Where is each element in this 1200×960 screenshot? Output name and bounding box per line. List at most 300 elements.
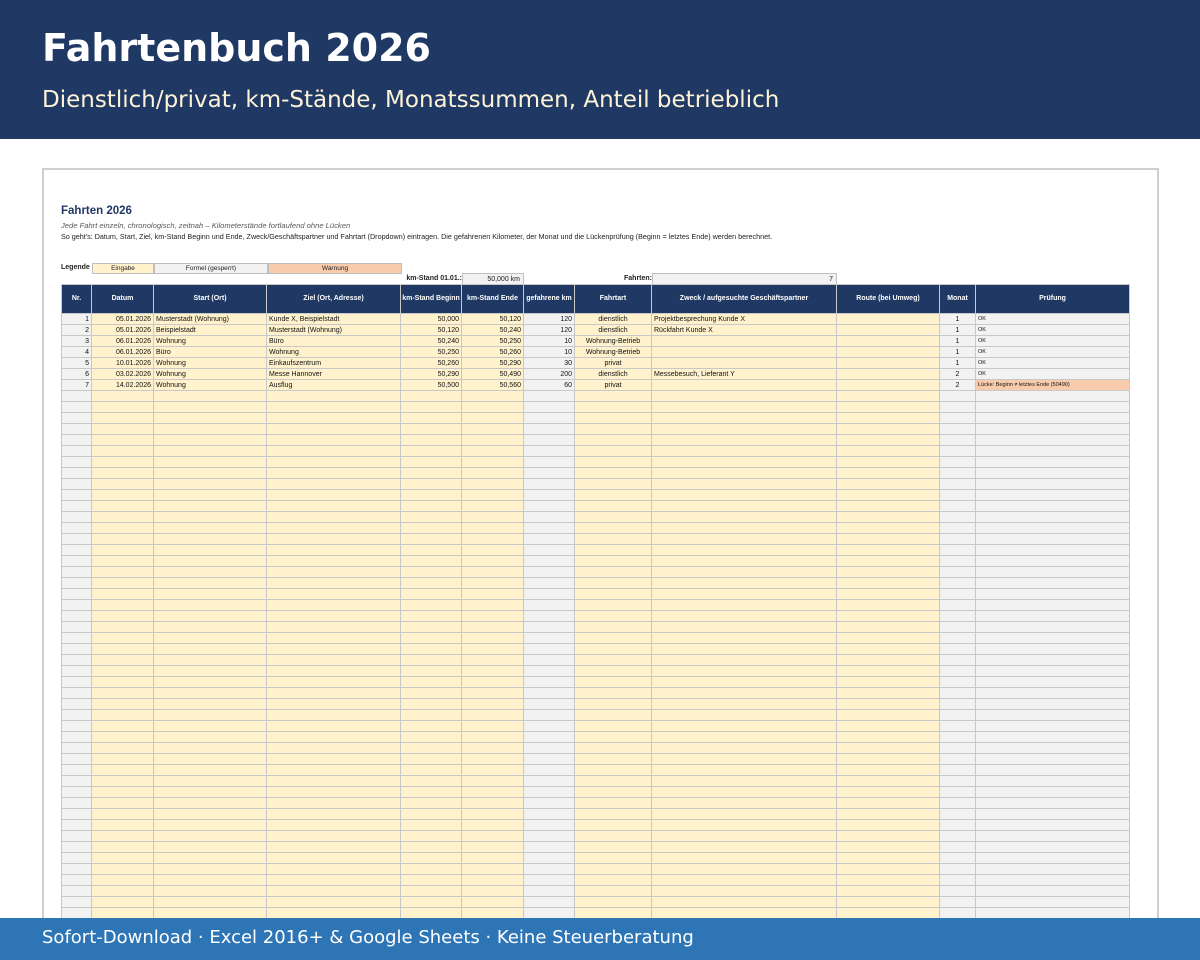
km-start-value[interactable]: 50,000 km — [462, 273, 524, 285]
cell-route[interactable] — [837, 446, 940, 457]
cell-km-beginn[interactable] — [401, 413, 462, 424]
cell-km-beginn[interactable] — [401, 765, 462, 776]
cell-route[interactable] — [837, 787, 940, 798]
cell-zweck[interactable] — [652, 556, 837, 567]
cell-km-beginn[interactable] — [401, 567, 462, 578]
cell-datum[interactable] — [92, 897, 154, 908]
cell-km-beginn[interactable] — [401, 864, 462, 875]
cell-start[interactable] — [154, 633, 267, 644]
cell-fahrtart[interactable] — [575, 655, 652, 666]
cell-datum[interactable] — [92, 600, 154, 611]
cell-km-beginn[interactable] — [401, 490, 462, 501]
cell-route[interactable] — [837, 600, 940, 611]
cell-km-beginn[interactable]: 50,120 — [401, 325, 462, 336]
cell-fahrtart[interactable] — [575, 523, 652, 534]
cell-fahrtart[interactable] — [575, 622, 652, 633]
cell-datum[interactable] — [92, 699, 154, 710]
cell-ziel[interactable] — [267, 688, 401, 699]
cell-fahrtart[interactable] — [575, 545, 652, 556]
cell-start[interactable] — [154, 765, 267, 776]
cell-zweck[interactable] — [652, 743, 837, 754]
cell-start[interactable] — [154, 798, 267, 809]
cell-fahrtart[interactable] — [575, 820, 652, 831]
cell-fahrtart[interactable]: dienstlich — [575, 369, 652, 380]
cell-datum[interactable]: 03.02.2026 — [92, 369, 154, 380]
cell-zweck[interactable] — [652, 468, 837, 479]
cell-datum[interactable] — [92, 809, 154, 820]
cell-datum[interactable] — [92, 424, 154, 435]
cell-datum[interactable] — [92, 545, 154, 556]
cell-zweck[interactable] — [652, 413, 837, 424]
cell-fahrtart[interactable] — [575, 435, 652, 446]
cell-fahrtart[interactable] — [575, 490, 652, 501]
cell-fahrtart[interactable]: privat — [575, 380, 652, 391]
cell-zweck[interactable] — [652, 424, 837, 435]
cell-ziel[interactable] — [267, 611, 401, 622]
cell-ziel[interactable]: Ausflug — [267, 380, 401, 391]
cell-fahrtart[interactable] — [575, 776, 652, 787]
cell-ziel[interactable] — [267, 743, 401, 754]
cell-route[interactable] — [837, 611, 940, 622]
cell-fahrtart[interactable] — [575, 534, 652, 545]
cell-start[interactable] — [154, 776, 267, 787]
cell-zweck[interactable] — [652, 457, 837, 468]
cell-fahrtart[interactable] — [575, 633, 652, 644]
cell-km-beginn[interactable] — [401, 908, 462, 919]
cell-ziel[interactable] — [267, 677, 401, 688]
cell-ziel[interactable] — [267, 831, 401, 842]
cell-start[interactable] — [154, 853, 267, 864]
cell-fahrtart[interactable] — [575, 809, 652, 820]
cell-km-beginn[interactable] — [401, 798, 462, 809]
cell-ziel[interactable] — [267, 578, 401, 589]
cell-fahrtart[interactable] — [575, 644, 652, 655]
cell-fahrtart[interactable] — [575, 402, 652, 413]
cell-zweck[interactable] — [652, 347, 837, 358]
cell-zweck[interactable] — [652, 809, 837, 820]
cell-route[interactable] — [837, 875, 940, 886]
cell-datum[interactable] — [92, 468, 154, 479]
cell-zweck[interactable] — [652, 875, 837, 886]
cell-datum[interactable] — [92, 446, 154, 457]
cell-fahrtart[interactable]: Wohnung-Betrieb — [575, 347, 652, 358]
cell-datum[interactable] — [92, 864, 154, 875]
cell-km-ende[interactable] — [462, 831, 524, 842]
cell-datum[interactable] — [92, 732, 154, 743]
cell-km-ende[interactable] — [462, 600, 524, 611]
cell-fahrtart[interactable] — [575, 908, 652, 919]
cell-km-beginn[interactable] — [401, 611, 462, 622]
cell-zweck[interactable] — [652, 512, 837, 523]
cell-datum[interactable] — [92, 798, 154, 809]
cell-km-beginn[interactable] — [401, 391, 462, 402]
cell-start[interactable] — [154, 413, 267, 424]
cell-start[interactable] — [154, 743, 267, 754]
cell-datum[interactable] — [92, 457, 154, 468]
cell-route[interactable] — [837, 776, 940, 787]
cell-km-beginn[interactable] — [401, 402, 462, 413]
cell-datum[interactable] — [92, 721, 154, 732]
cell-fahrtart[interactable] — [575, 589, 652, 600]
cell-datum[interactable] — [92, 886, 154, 897]
cell-ziel[interactable] — [267, 655, 401, 666]
cell-km-ende[interactable] — [462, 699, 524, 710]
cell-start[interactable] — [154, 820, 267, 831]
cell-ziel[interactable] — [267, 721, 401, 732]
cell-km-beginn[interactable] — [401, 512, 462, 523]
cell-start[interactable] — [154, 600, 267, 611]
cell-km-ende[interactable] — [462, 842, 524, 853]
cell-km-beginn[interactable] — [401, 677, 462, 688]
cell-km-ende[interactable] — [462, 446, 524, 457]
cell-ziel[interactable]: Kunde X, Beispielstadt — [267, 314, 401, 325]
cell-zweck[interactable] — [652, 754, 837, 765]
cell-km-beginn[interactable] — [401, 446, 462, 457]
cell-km-ende[interactable] — [462, 567, 524, 578]
cell-datum[interactable] — [92, 842, 154, 853]
cell-zweck[interactable] — [652, 622, 837, 633]
cell-route[interactable] — [837, 325, 940, 336]
cell-ziel[interactable] — [267, 501, 401, 512]
cell-km-ende[interactable] — [462, 776, 524, 787]
cell-route[interactable] — [837, 699, 940, 710]
cell-datum[interactable] — [92, 776, 154, 787]
cell-km-ende[interactable] — [462, 853, 524, 864]
cell-zweck[interactable] — [652, 534, 837, 545]
cell-km-ende[interactable] — [462, 875, 524, 886]
cell-datum[interactable] — [92, 831, 154, 842]
cell-ziel[interactable] — [267, 391, 401, 402]
cell-datum[interactable] — [92, 710, 154, 721]
cell-fahrtart[interactable] — [575, 479, 652, 490]
cell-route[interactable] — [837, 831, 940, 842]
cell-datum[interactable] — [92, 556, 154, 567]
cell-zweck[interactable]: Projektbesprechung Kunde X — [652, 314, 837, 325]
cell-start[interactable] — [154, 732, 267, 743]
cell-ziel[interactable]: Musterstadt (Wohnung) — [267, 325, 401, 336]
cell-km-beginn[interactable]: 50,240 — [401, 336, 462, 347]
cell-zweck[interactable] — [652, 479, 837, 490]
cell-km-ende[interactable] — [462, 732, 524, 743]
cell-route[interactable] — [837, 732, 940, 743]
cell-zweck[interactable] — [652, 831, 837, 842]
cell-datum[interactable] — [92, 589, 154, 600]
cell-km-ende[interactable] — [462, 479, 524, 490]
cell-zweck[interactable] — [652, 523, 837, 534]
cell-fahrtart[interactable] — [575, 886, 652, 897]
cell-fahrtart[interactable] — [575, 831, 652, 842]
cell-km-beginn[interactable]: 50,500 — [401, 380, 462, 391]
cell-route[interactable] — [837, 908, 940, 919]
cell-start[interactable]: Wohnung — [154, 369, 267, 380]
cell-route[interactable] — [837, 457, 940, 468]
cell-route[interactable] — [837, 622, 940, 633]
cell-km-ende[interactable] — [462, 721, 524, 732]
cell-ziel[interactable] — [267, 479, 401, 490]
cell-route[interactable] — [837, 523, 940, 534]
cell-ziel[interactable] — [267, 446, 401, 457]
cell-datum[interactable]: 14.02.2026 — [92, 380, 154, 391]
cell-ziel[interactable] — [267, 435, 401, 446]
cell-route[interactable] — [837, 578, 940, 589]
cell-ziel[interactable]: Büro — [267, 336, 401, 347]
cell-route[interactable] — [837, 391, 940, 402]
cell-zweck[interactable] — [652, 886, 837, 897]
cell-route[interactable] — [837, 545, 940, 556]
cell-km-ende[interactable] — [462, 798, 524, 809]
cell-zweck[interactable] — [652, 446, 837, 457]
cell-start[interactable] — [154, 545, 267, 556]
cell-km-beginn[interactable] — [401, 523, 462, 534]
cell-fahrtart[interactable]: privat — [575, 358, 652, 369]
cell-route[interactable] — [837, 358, 940, 369]
cell-fahrtart[interactable] — [575, 512, 652, 523]
cell-km-beginn[interactable] — [401, 556, 462, 567]
cell-zweck[interactable] — [652, 842, 837, 853]
cell-datum[interactable] — [92, 611, 154, 622]
cell-fahrtart[interactable] — [575, 457, 652, 468]
cell-km-beginn[interactable] — [401, 666, 462, 677]
cell-start[interactable] — [154, 754, 267, 765]
cell-km-beginn[interactable] — [401, 732, 462, 743]
cell-route[interactable] — [837, 864, 940, 875]
cell-route[interactable] — [837, 677, 940, 688]
cell-fahrtart[interactable] — [575, 611, 652, 622]
cell-datum[interactable] — [92, 754, 154, 765]
cell-ziel[interactable] — [267, 809, 401, 820]
cell-start[interactable]: Wohnung — [154, 358, 267, 369]
cell-start[interactable] — [154, 721, 267, 732]
cell-datum[interactable] — [92, 402, 154, 413]
cell-start[interactable] — [154, 875, 267, 886]
cell-fahrtart[interactable] — [575, 743, 652, 754]
cell-km-beginn[interactable] — [401, 842, 462, 853]
cell-zweck[interactable] — [652, 765, 837, 776]
cell-km-ende[interactable] — [462, 809, 524, 820]
cell-km-ende[interactable] — [462, 787, 524, 798]
cell-km-ende[interactable] — [462, 424, 524, 435]
cell-km-ende[interactable] — [462, 765, 524, 776]
cell-route[interactable] — [837, 754, 940, 765]
cell-zweck[interactable] — [652, 908, 837, 919]
cell-ziel[interactable] — [267, 600, 401, 611]
cell-km-ende[interactable] — [462, 512, 524, 523]
cell-km-beginn[interactable] — [401, 743, 462, 754]
cell-km-ende[interactable] — [462, 490, 524, 501]
cell-km-ende[interactable] — [462, 754, 524, 765]
cell-ziel[interactable] — [267, 457, 401, 468]
cell-datum[interactable] — [92, 908, 154, 919]
cell-km-ende[interactable] — [462, 622, 524, 633]
cell-start[interactable] — [154, 391, 267, 402]
cell-start[interactable] — [154, 809, 267, 820]
cell-ziel[interactable] — [267, 413, 401, 424]
cell-km-ende[interactable] — [462, 589, 524, 600]
cell-datum[interactable] — [92, 666, 154, 677]
cell-start[interactable] — [154, 446, 267, 457]
cell-route[interactable] — [837, 512, 940, 523]
cell-km-beginn[interactable] — [401, 600, 462, 611]
cell-ziel[interactable] — [267, 710, 401, 721]
cell-km-beginn[interactable] — [401, 831, 462, 842]
cell-zweck[interactable] — [652, 677, 837, 688]
cell-start[interactable] — [154, 864, 267, 875]
cell-start[interactable] — [154, 501, 267, 512]
cell-km-ende[interactable]: 50,490 — [462, 369, 524, 380]
cell-datum[interactable] — [92, 523, 154, 534]
cell-ziel[interactable] — [267, 886, 401, 897]
cell-km-beginn[interactable] — [401, 424, 462, 435]
cell-km-ende[interactable] — [462, 435, 524, 446]
cell-fahrtart[interactable] — [575, 732, 652, 743]
cell-fahrtart[interactable] — [575, 864, 652, 875]
cell-route[interactable] — [837, 435, 940, 446]
cell-ziel[interactable] — [267, 622, 401, 633]
cell-ziel[interactable] — [267, 490, 401, 501]
cell-zweck[interactable] — [652, 380, 837, 391]
cell-ziel[interactable]: Messe Hannover — [267, 369, 401, 380]
cell-start[interactable] — [154, 644, 267, 655]
cell-km-beginn[interactable] — [401, 688, 462, 699]
cell-ziel[interactable] — [267, 666, 401, 677]
cell-fahrtart[interactable] — [575, 710, 652, 721]
cell-fahrtart[interactable] — [575, 897, 652, 908]
cell-start[interactable] — [154, 523, 267, 534]
cell-route[interactable] — [837, 314, 940, 325]
cell-start[interactable] — [154, 699, 267, 710]
cell-km-beginn[interactable] — [401, 501, 462, 512]
cell-datum[interactable] — [92, 490, 154, 501]
cell-fahrtart[interactable] — [575, 875, 652, 886]
cell-km-beginn[interactable] — [401, 886, 462, 897]
cell-km-ende[interactable] — [462, 468, 524, 479]
cell-start[interactable] — [154, 589, 267, 600]
cell-ziel[interactable] — [267, 589, 401, 600]
cell-ziel[interactable] — [267, 908, 401, 919]
cell-route[interactable] — [837, 380, 940, 391]
cell-route[interactable] — [837, 666, 940, 677]
cell-datum[interactable] — [92, 644, 154, 655]
cell-ziel[interactable] — [267, 699, 401, 710]
cell-zweck[interactable] — [652, 710, 837, 721]
cell-start[interactable] — [154, 897, 267, 908]
cell-route[interactable] — [837, 820, 940, 831]
cell-km-beginn[interactable] — [401, 589, 462, 600]
cell-zweck[interactable] — [652, 776, 837, 787]
cell-start[interactable] — [154, 402, 267, 413]
cell-ziel[interactable] — [267, 567, 401, 578]
cell-km-beginn[interactable] — [401, 468, 462, 479]
cell-datum[interactable] — [92, 391, 154, 402]
cell-route[interactable] — [837, 402, 940, 413]
cell-start[interactable] — [154, 479, 267, 490]
cell-ziel[interactable] — [267, 754, 401, 765]
cell-km-beginn[interactable]: 50,260 — [401, 358, 462, 369]
cell-datum[interactable] — [92, 787, 154, 798]
cell-zweck[interactable] — [652, 567, 837, 578]
cell-datum[interactable] — [92, 655, 154, 666]
cell-zweck[interactable] — [652, 611, 837, 622]
cell-ziel[interactable] — [267, 534, 401, 545]
cell-route[interactable] — [837, 556, 940, 567]
cell-datum[interactable] — [92, 765, 154, 776]
cell-km-ende[interactable]: 50,260 — [462, 347, 524, 358]
cell-zweck[interactable] — [652, 402, 837, 413]
cell-start[interactable] — [154, 578, 267, 589]
cell-start[interactable] — [154, 908, 267, 919]
cell-start[interactable] — [154, 886, 267, 897]
cell-route[interactable] — [837, 743, 940, 754]
cell-start[interactable] — [154, 534, 267, 545]
cell-start[interactable]: Wohnung — [154, 336, 267, 347]
cell-zweck[interactable] — [652, 391, 837, 402]
cell-fahrtart[interactable] — [575, 578, 652, 589]
cell-ziel[interactable] — [267, 798, 401, 809]
cell-ziel[interactable] — [267, 875, 401, 886]
cell-km-ende[interactable] — [462, 534, 524, 545]
cell-start[interactable]: Musterstadt (Wohnung) — [154, 314, 267, 325]
cell-start[interactable] — [154, 622, 267, 633]
cell-km-ende[interactable] — [462, 633, 524, 644]
cell-km-beginn[interactable] — [401, 655, 462, 666]
cell-km-ende[interactable] — [462, 677, 524, 688]
cell-zweck[interactable] — [652, 633, 837, 644]
cell-ziel[interactable] — [267, 556, 401, 567]
cell-zweck[interactable] — [652, 798, 837, 809]
cell-km-beginn[interactable]: 50,000 — [401, 314, 462, 325]
cell-zweck[interactable] — [652, 578, 837, 589]
cell-km-ende[interactable] — [462, 556, 524, 567]
cell-start[interactable] — [154, 677, 267, 688]
cell-km-beginn[interactable] — [401, 633, 462, 644]
cell-start[interactable] — [154, 787, 267, 798]
cell-datum[interactable] — [92, 501, 154, 512]
cell-start[interactable] — [154, 556, 267, 567]
cell-start[interactable] — [154, 688, 267, 699]
cell-km-ende[interactable] — [462, 611, 524, 622]
cell-ziel[interactable] — [267, 424, 401, 435]
cell-ziel[interactable] — [267, 512, 401, 523]
cell-km-beginn[interactable]: 50,290 — [401, 369, 462, 380]
cell-fahrtart[interactable] — [575, 688, 652, 699]
cell-datum[interactable] — [92, 820, 154, 831]
cell-datum[interactable] — [92, 853, 154, 864]
cell-route[interactable] — [837, 809, 940, 820]
cell-ziel[interactable]: Wohnung — [267, 347, 401, 358]
cell-route[interactable] — [837, 501, 940, 512]
cell-km-ende[interactable]: 50,240 — [462, 325, 524, 336]
cell-route[interactable] — [837, 369, 940, 380]
cell-ziel[interactable] — [267, 644, 401, 655]
cell-datum[interactable] — [92, 567, 154, 578]
cell-zweck[interactable] — [652, 501, 837, 512]
cell-start[interactable] — [154, 567, 267, 578]
cell-route[interactable] — [837, 479, 940, 490]
cell-zweck[interactable] — [652, 688, 837, 699]
cell-ziel[interactable] — [267, 820, 401, 831]
cell-fahrtart[interactable] — [575, 699, 652, 710]
cell-zweck[interactable] — [652, 666, 837, 677]
cell-route[interactable] — [837, 886, 940, 897]
cell-ziel[interactable] — [267, 545, 401, 556]
cell-route[interactable] — [837, 490, 940, 501]
cell-km-beginn[interactable] — [401, 699, 462, 710]
cell-ziel[interactable] — [267, 853, 401, 864]
cell-datum[interactable] — [92, 435, 154, 446]
cell-ziel[interactable] — [267, 765, 401, 776]
cell-datum[interactable] — [92, 677, 154, 688]
cell-km-ende[interactable] — [462, 644, 524, 655]
